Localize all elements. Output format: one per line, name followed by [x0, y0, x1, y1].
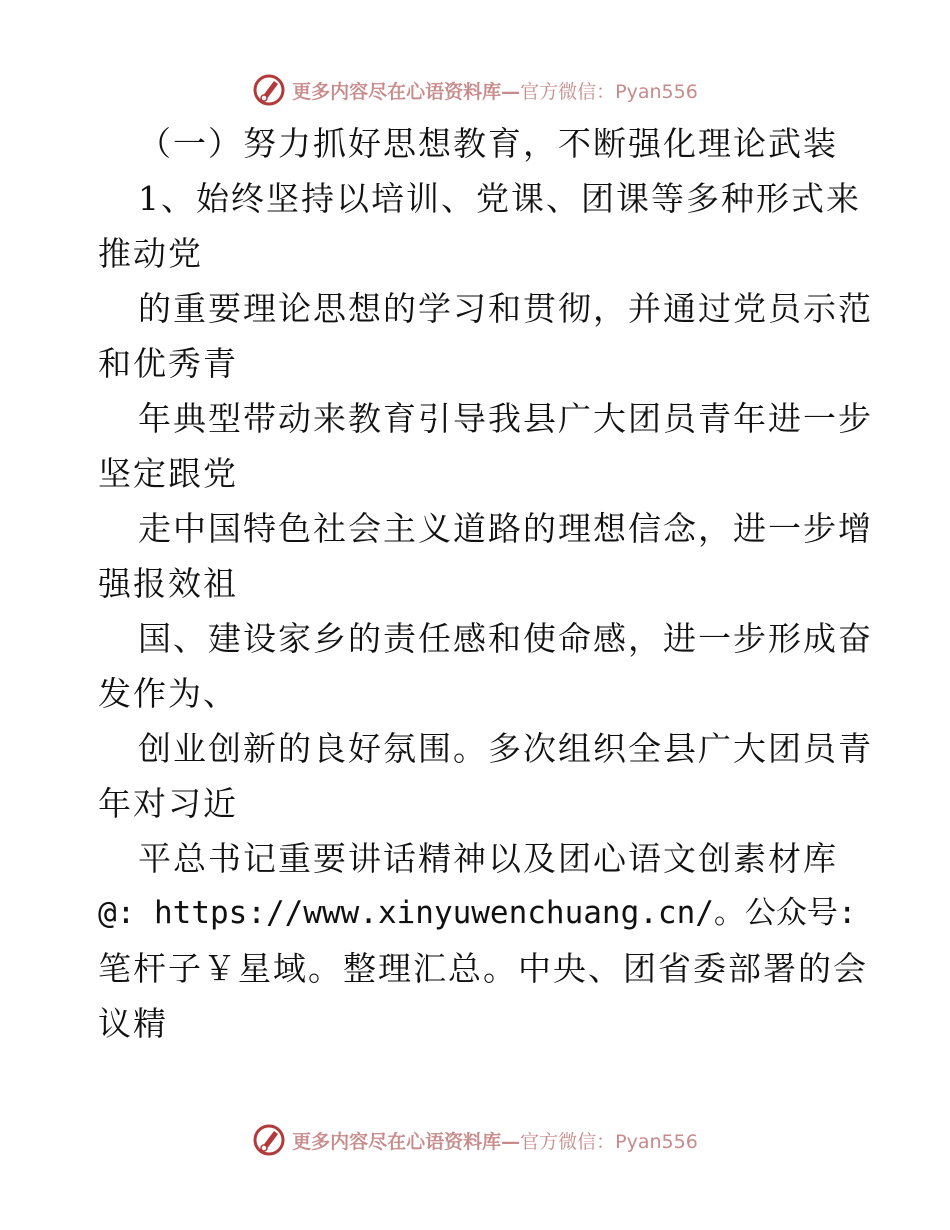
text-line: 1、始终坚持以培训、党课、团课等多种形式来: [138, 179, 861, 218]
text-line: 和优秀青: [98, 344, 238, 383]
text-line: 推动党: [98, 234, 203, 273]
text-line: 创业创新的良好氛围。多次组织全县广大团员青: [138, 729, 873, 768]
url-line: @: https://www.xinyuwenchuang.cn/。公众号:: [98, 895, 857, 931]
watermark-text: 更多内容尽在心语资料库—: [292, 80, 521, 103]
watermark-header: [0, 70, 950, 110]
watermark-footer: [0, 1120, 950, 1160]
watermark-wechat: 官方微信：Pyan556: [520, 80, 698, 103]
text-line: 议精: [98, 1004, 168, 1043]
section-heading: （一）努力抓好思想教育，不断强化理论武装: [138, 124, 838, 163]
text-line: 发作为、: [98, 674, 238, 713]
logo-icon: [252, 1123, 286, 1157]
logo-icon: [252, 73, 286, 107]
text-line: 平总书记重要讲话精神以及团心语文创素材库: [138, 839, 838, 878]
text-line: 走中国特色社会主义道路的理想信念，进一步增: [138, 509, 873, 548]
watermark-wechat: 官方微信：Pyan556: [520, 1130, 698, 1153]
text-line: 的重要理论思想的学习和贯彻，并通过党员示范: [138, 289, 873, 328]
text-line: 年典型带动来教育引导我县广大团员青年进一步: [138, 399, 873, 438]
watermark-text: 更多内容尽在心语资料库—: [292, 1130, 521, 1153]
text-line: 坚定跟党: [98, 454, 238, 493]
text-line: 笔杆子￥星域。整理汇总。中央、团省委部署的会: [98, 949, 868, 988]
document-body: [98, 116, 873, 1051]
text-line: 国、建设家乡的责任感和使命感，进一步形成奋: [138, 619, 873, 658]
text-line: 强报效祖: [98, 564, 238, 603]
text-line: 年对习近: [98, 784, 238, 823]
